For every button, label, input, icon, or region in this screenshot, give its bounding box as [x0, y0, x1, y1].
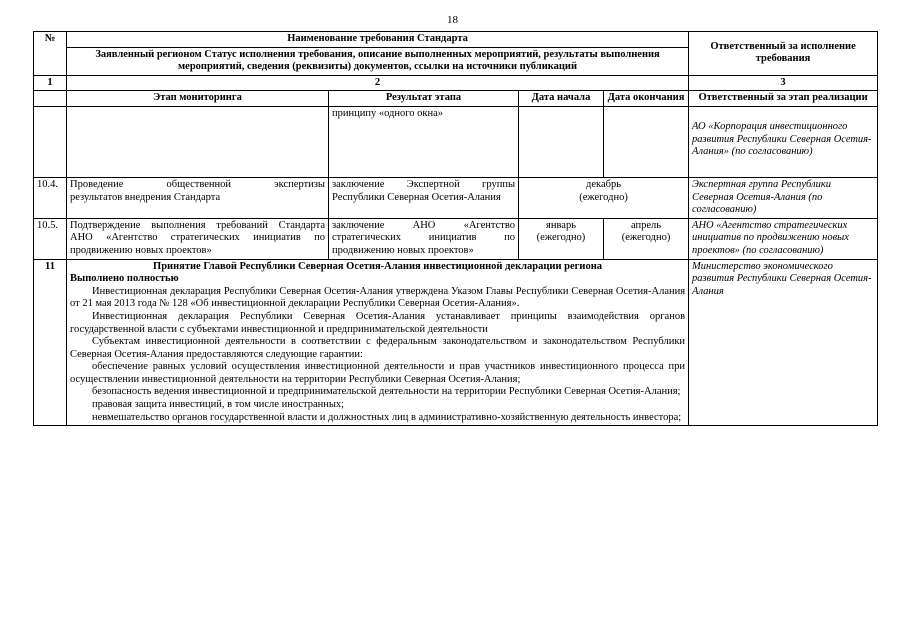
row-cont-end [604, 106, 689, 177]
header-name-title: Наименование требования Стандарта [67, 32, 689, 48]
row-10-4-result: заключение Экспертной группы Республики Северная Осетия-Алания [329, 177, 519, 218]
col-number-3: 3 [689, 75, 878, 91]
row-11-paragraph: Инвестиционная декларация Республики Северная Осетия-Алания устанавливает принципы взаимодействия органов государственной власти с субъектами инвестиционной и предпринимательской деятельности [70, 310, 686, 335]
col-number-2: 2 [67, 75, 689, 91]
row-10-5-num: 10.5. [34, 218, 67, 259]
row-10-4-stage-line2: результатов внедрения Стандарта [70, 191, 221, 203]
row-11-paragraph: невмешательство органов государственной власти и должностных лиц в административно-хозяйственную деятельность инвестора; [92, 411, 682, 423]
row-11-responsible: Министерство экономического развития Республики Северная Осетия-Алания [689, 259, 878, 426]
row-10-5-start-month: январь [546, 219, 576, 231]
row-11-paragraph: Субъектам инвестиционной деятельности в соответствии с федеральным законодательством и законодательством Республики Северная Осетия-Алания предоставляются следующие гарантии: [70, 336, 686, 360]
row-10-4-stage-word: Проведение [70, 178, 124, 190]
row-10-4-stage-word: экспертизы [274, 178, 325, 190]
subheader-stage-responsible: Ответственный за этап реализации [689, 91, 878, 107]
header-num: № [34, 32, 67, 76]
row-cont-result: принципу «одного окна» [329, 106, 519, 177]
row-cont-num [34, 106, 67, 177]
page-number: 18 [447, 14, 458, 26]
subheader-row [34, 91, 878, 107]
row-10-4-date-note: (ежегодно) [579, 191, 628, 203]
header-row [34, 32, 878, 48]
row-10-5-responsible: АНО «Агентство стратегических инициатив по продвижению новых проектов» (по согласованию) [689, 218, 878, 259]
row-10-5-start [519, 218, 604, 259]
subheader-empty [34, 91, 67, 107]
header-status-description: Заявленный регионом Статус исполнения требования, описание выполненных мероприятий, результаты выполнения мероприятий, сведения (реквизиты) документов, ссылки на источники публикаций [67, 47, 689, 75]
row-11-paragraph: обеспечение равных условий осуществления инвестиционной деятельности и прав участников инвестиционного процесса при осуществлении инвестиционной деятельности на территории Республики Северная Осетия-Алания; [70, 361, 686, 385]
row-cont-stage [67, 106, 329, 177]
column-numbers-row [34, 75, 878, 91]
row-10-4-stage [67, 177, 329, 218]
row-10-5-end [604, 218, 689, 259]
row-cont-responsible: АО «Корпорация инвестиционного развития Республики Северная Осетия-Алания» (по согласованию) [689, 106, 878, 177]
row-10-4-num: 10.4. [34, 177, 67, 218]
row-10-4-dates [519, 177, 689, 218]
header-responsible: Ответственный за исполнение требования [689, 32, 878, 76]
row-10-4-responsible: Экспертная группа Республики Северная Осетия-Алания (по согласованию) [689, 177, 878, 218]
row-11-paragraph: безопасность ведения инвестиционной и предпринимательской деятельности на территории Республики Северная Осетия-Алания; [92, 386, 681, 398]
row-10-4-stage-line1 [70, 179, 325, 192]
row-10-5-end-month: апрель [630, 219, 662, 231]
subheader-date-end: Дата окончания [604, 91, 689, 107]
subheader-date-start: Дата начала [519, 91, 604, 107]
row-cont-start [519, 106, 604, 177]
row-10-4-stage-word: общественной [166, 178, 232, 190]
table-row [34, 259, 878, 426]
standard-requirements-table [33, 31, 878, 426]
row-11-title: Принятие Главой Республики Северная Осетия-Алания инвестиционной декларации региона [153, 260, 602, 272]
row-10-4-date-month: декабрь [586, 178, 622, 190]
row-11-num: 11 [34, 259, 67, 426]
subheader-result: Результат этапа [329, 91, 519, 107]
row-10-5-end-note: (ежегодно) [621, 232, 671, 244]
subheader-stage: Этап мониторинга [67, 91, 329, 107]
table-row [34, 106, 878, 177]
table-row [34, 177, 878, 218]
row-10-5-start-note: (ежегодно) [536, 232, 586, 244]
row-11-paragraph: Инвестиционная декларация Республики Северная Осетия-Алания утверждена Указом Главы Республики Северная Осетия-Алания от 21 мая 2013 года № 128 «Об инвестиционной декларации Республики Северная Осетия-Алания». [70, 285, 686, 310]
table-row [34, 218, 878, 259]
row-10-5-stage: Подтверждение выполнения требований Стандарта АНО «Агентство стратегических инициатив по продвижению новых проектов» [67, 218, 329, 259]
row-11-content [67, 259, 689, 426]
row-11-status: Выполнено полностью [70, 273, 179, 285]
row-10-5-result: заключение АНО «Агентство стратегических инициатив по продвижению новых проектов» [329, 218, 519, 259]
row-11-paragraph: правовая защита инвестиций, в том числе иностранных; [92, 399, 345, 411]
col-number-1: 1 [34, 75, 67, 91]
